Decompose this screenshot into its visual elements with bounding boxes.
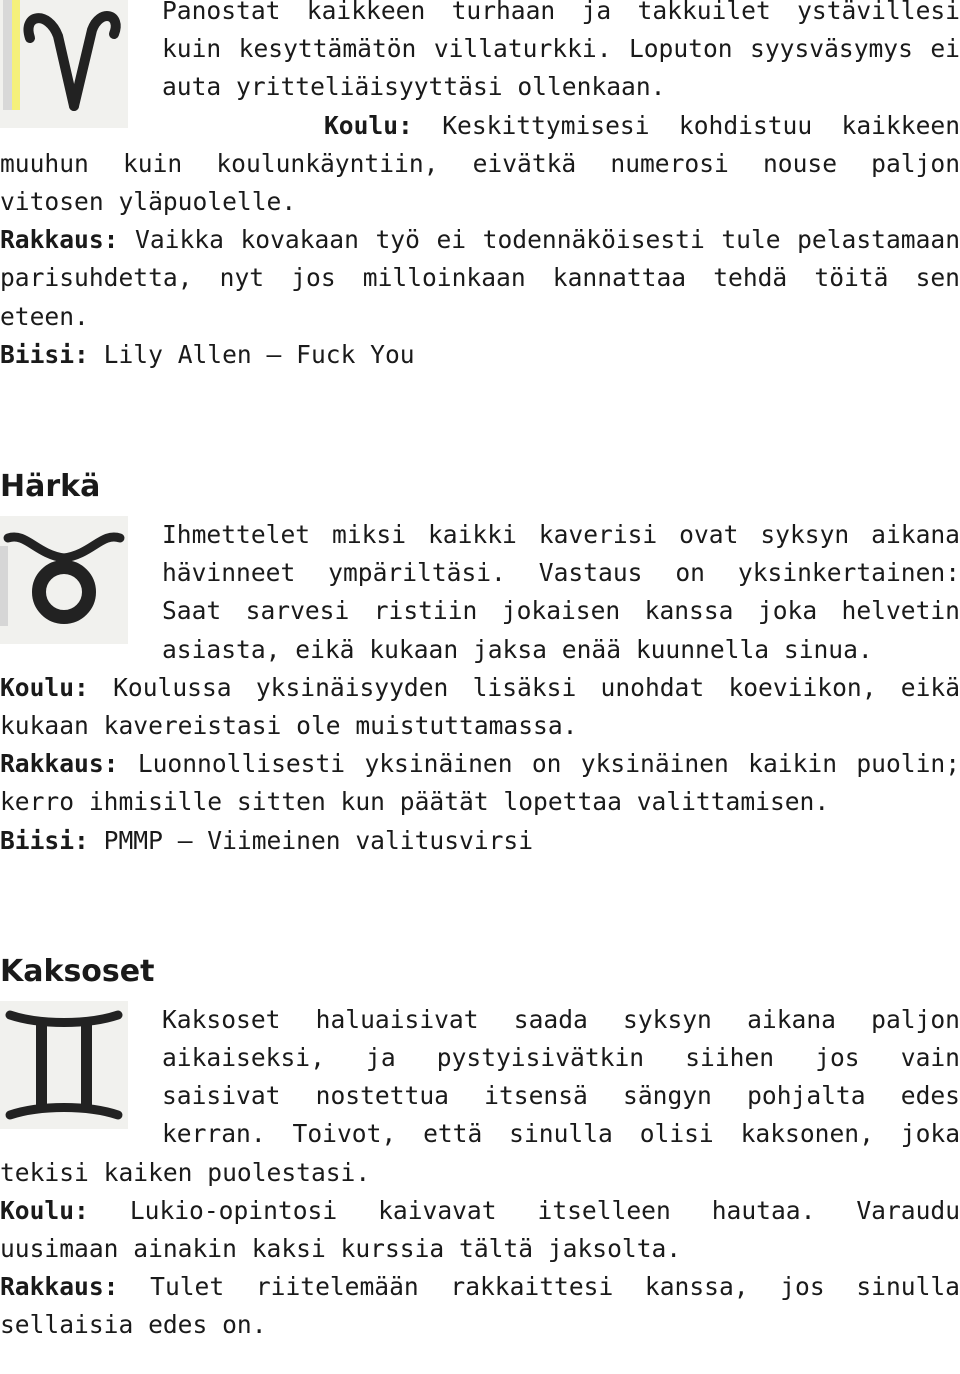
- rakkaus-label: Rakkaus:: [0, 225, 119, 255]
- koulu-label: Koulu:: [324, 110, 413, 140]
- section-aries: [0, 0, 960, 374]
- koulu-label: Koulu:: [0, 1195, 89, 1225]
- taurus-koulu: Koulu: Koulussa yksinäisyyden lisäksi unohdat koeviikon, eikä kukaan kavereistasi ole muistuttamassa.: [0, 672, 960, 741]
- rakkaus-label: Rakkaus:: [0, 1272, 119, 1302]
- aries-rakkaus: Rakkaus: Vaikka kovakaan työ ei todennäköisesti tule pelastamaan parisuhdetta, nyt jos milloinkaan kannattaa tehdä töitä sen eteen.: [0, 225, 960, 331]
- taurus-rakkaus: Rakkaus: Luonnollisesti yksinäinen on yksinäinen kaikin puolin; kerro ihmisille sitten kun päätät lopettaa valittamisen.: [0, 749, 960, 817]
- biisi-label: Biisi:: [0, 825, 89, 855]
- sign-title: Kaksoset: [0, 953, 155, 989]
- rakkaus-label: Rakkaus:: [0, 749, 119, 779]
- koulu-label: Koulu:: [0, 672, 89, 702]
- taurus-icon: [0, 516, 128, 644]
- biisi-label: Biisi:: [0, 339, 89, 369]
- section-taurus: [0, 468, 960, 860]
- gemini-icon: [0, 1001, 128, 1129]
- taurus-biisi: Biisi: PMMP – Viimeinen valitusvirsi: [0, 825, 534, 855]
- section-gemini: [0, 953, 960, 1345]
- gemini-intro: Kaksoset haluaisivat saada syksyn aikana paljon aikaiseksi, ja pystyisivätkin siihen jos vain saisivat nostettua itsensä sängyn pohjalta edes kerran. Toivot, että sinulla olisi kaksonen, joka tekisi kaiken puolestasi.: [0, 1004, 960, 1187]
- aries-icon: [0, 0, 128, 128]
- aries-intro: Panostat kaikkeen turhaan ja takkuilet ystävillesi kuin kesyttämätön villaturkki. Loputon syysväsymys ei auta yritteliäisyyttäsi ollenkaan.: [162, 0, 960, 102]
- sign-title: Härkä: [0, 469, 101, 505]
- aries-biisi: Biisi: Lily Allen – Fuck You: [0, 339, 415, 369]
- aries-koulu: Koulu: Keskittymisesi kohdistuu kaikkeen muuhun kuin koulunkäyntiin, eivätkä numerosi nouse paljon vitosen yläpuolelle.: [0, 110, 960, 217]
- gemini-rakkaus: Rakkaus: Tulet riitelemään rakkaittesi kanssa, jos sinulla sellaisia edes on.: [0, 1272, 960, 1340]
- taurus-intro: Ihmettelet miksi kaikki kaverisi ovat syksyn aikana hävinneet ympäriltäsi. Vastaus on yksinkertainen: Saat sarvesi ristiin jokaisen kanssa joka helvetin asiasta, eikä kukaan jaksa enää kuunnella sinua.: [162, 520, 960, 664]
- gemini-koulu: Koulu: Lukio-opintosi kaivavat itselleen hautaa. Varaudu uusimaan ainakin kaksi kurssia tältä jaksolta.: [0, 1195, 960, 1264]
